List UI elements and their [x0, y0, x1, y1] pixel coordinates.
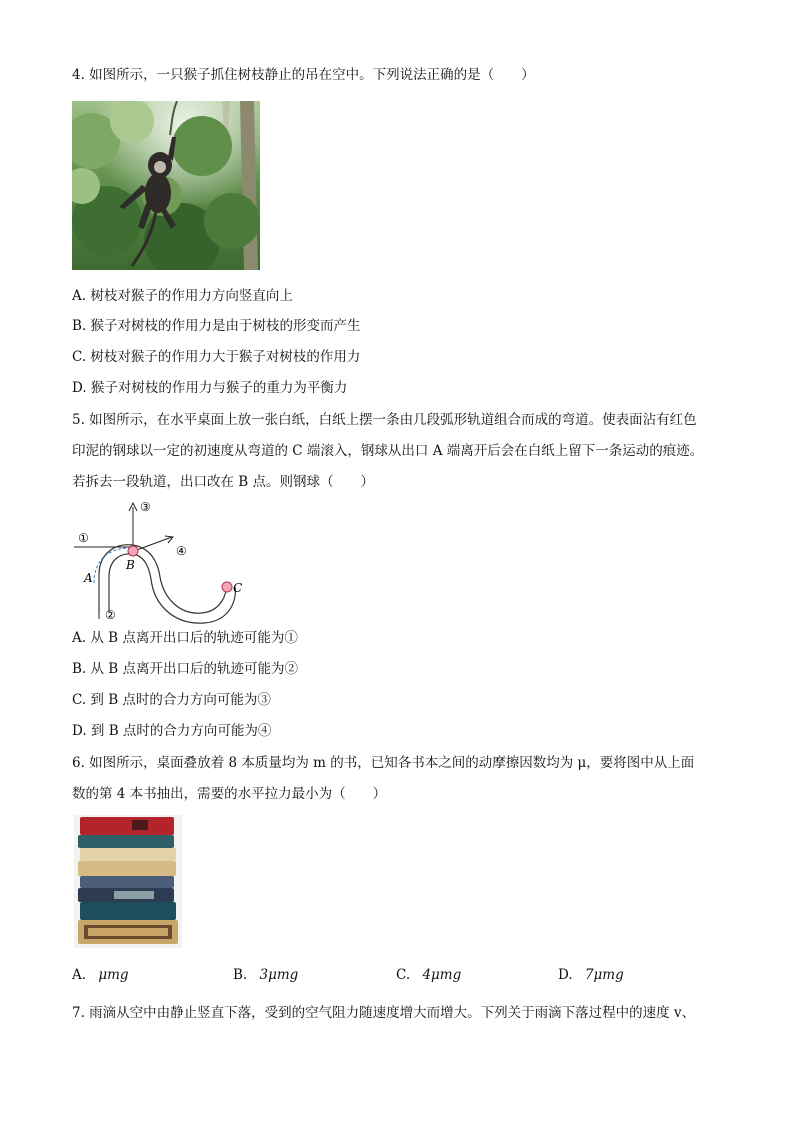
q6-stem-line-2: 数的第 4 本书抽出，需要的水平拉力最小为（ ）	[72, 786, 387, 802]
monkey-illustration	[72, 101, 260, 270]
q7-stem: 7. 雨滴从空中由静止竖直下落，受到的空气阻力随速度增大而增大。下列关于雨滴下落过程中的速度 v、	[72, 1005, 696, 1021]
q6-answer-d: D. 7μmg	[558, 967, 624, 983]
ball-c	[222, 582, 232, 592]
label-a: A	[84, 571, 93, 585]
q6-answer-a: A. μmg	[72, 967, 129, 983]
q4-option-a: A. 树枝对猴子的作用力方向竖直向上	[72, 288, 293, 304]
q6-stem-line-1: 6. 如图所示，桌面叠放着 8 本质量均为 m 的书，已知各书本之间的动摩擦因数均为 μ，要将图中从上面	[72, 755, 695, 771]
label-4: ④	[176, 544, 187, 558]
q4-stem: 4. 如图所示，一只猴子抓住树枝静止的吊在空中。下列说法正确的是（ ）	[72, 67, 535, 83]
q5-stem-line-3: 若拆去一段轨道，出口改在 B 点。则钢球（ ）	[72, 474, 375, 490]
q4-option-b: B. 猴子对树枝的作用力是由于树枝的形变而产生	[72, 318, 361, 334]
q5-option-b: B. 从 B 点离开出口后的轨迹可能为②	[72, 661, 299, 677]
label-3: ③	[140, 500, 151, 514]
q5-stem-line-2: 印泥的钢球以一定的初速度从弯道的 C 端滚入，钢球从出口 A 端离开后会在白纸上留下一条运动的痕迹。	[72, 443, 704, 459]
q5-option-a: A. 从 B 点离开出口后的轨迹可能为①	[72, 630, 298, 646]
track-diagram	[72, 497, 262, 625]
label-1: ①	[78, 531, 89, 545]
label-b: B	[126, 558, 135, 572]
q5-stem-line-1: 5. 如图所示，在水平桌面上放一张白纸，白纸上摆一条由几段弧形轨道组合而成的弯道。使表面沾有红色	[72, 412, 697, 428]
q6-answer-c: C. 4μmg	[396, 967, 462, 983]
ball-b	[128, 546, 138, 556]
monkey-photo	[72, 101, 260, 270]
q5-option-c: C. 到 B 点时的合力方向可能为③	[72, 692, 271, 708]
book-stack-photo	[74, 815, 182, 948]
label-2: ②	[105, 608, 116, 622]
q4-option-c: C. 树枝对猴子的作用力大于猴子对树枝的作用力	[72, 349, 361, 365]
q6-answer-b: B. 3μmg	[233, 967, 299, 983]
q5-option-d: D. 到 B 点时的合力方向可能为④	[72, 723, 272, 739]
force-4-arrow	[134, 537, 172, 551]
label-c: C	[233, 581, 243, 595]
q4-option-d: D. 猴子对树枝的作用力与猴子的重力为平衡力	[72, 380, 348, 396]
curved-track	[99, 545, 226, 613]
